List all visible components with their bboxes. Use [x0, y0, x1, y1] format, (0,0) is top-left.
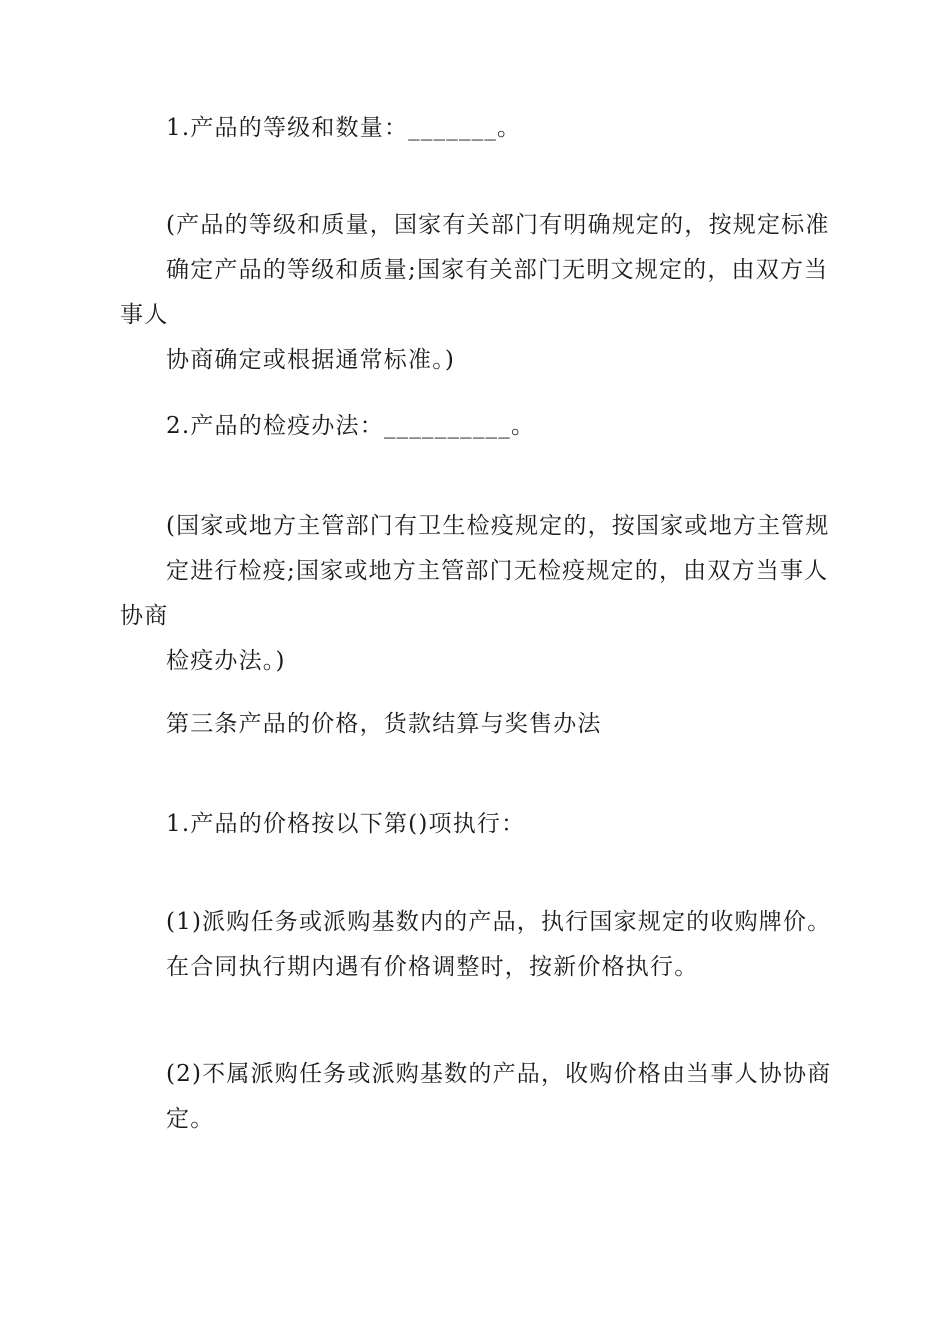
paragraph-line: 定进行检疫;国家或地方主管部门无检疫规定的，由双方当事人协商: [120, 558, 829, 629]
article-three-heading: [120, 702, 832, 747]
paragraph-line: (1)派购任务或派购基数内的产品，执行国家规定的收购牌价。: [166, 909, 832, 935]
paragraph-line: (国家或地方主管部门有卫生检疫规定的，按国家或地方主管规: [166, 513, 830, 539]
paragraph-line: 1.产品的价格按以下第()项执行：: [166, 811, 526, 837]
paragraph-line: 1.产品的等级和数量：_______。: [166, 115, 522, 141]
paragraph-option-one: [120, 900, 832, 990]
paragraph-line: 检疫办法。): [166, 648, 286, 674]
paragraph-line: 确定产品的等级和质量;国家有关部门无明文规定的，由双方当事人: [120, 257, 829, 328]
paragraph-grade-quality-note: [120, 203, 832, 383]
paragraph-line: (2)不属派购任务或派购基数的产品，收购价格由当事人协协商: [166, 1061, 832, 1087]
paragraph-line: 第三条产品的价格，货款结算与奖售办法: [166, 711, 602, 737]
paragraph-quarantine-note: [120, 504, 832, 684]
paragraph-line: 协商确定或根据通常标准。): [166, 347, 456, 373]
paragraph-line: 在合同执行期内遇有价格调整时，按新价格执行。: [166, 954, 699, 980]
paragraph-price-options: [120, 802, 832, 847]
paragraph-quarantine-method: [120, 404, 832, 449]
paragraph-line: (产品的等级和质量，国家有关部门有明确规定的，按规定标准: [166, 212, 830, 238]
paragraph-line: 2.产品的检疫办法：__________。: [166, 413, 536, 439]
paragraph-option-two: [120, 1052, 832, 1142]
paragraph-line: 定。: [166, 1106, 215, 1132]
paragraph-grade-quantity: [120, 106, 832, 151]
